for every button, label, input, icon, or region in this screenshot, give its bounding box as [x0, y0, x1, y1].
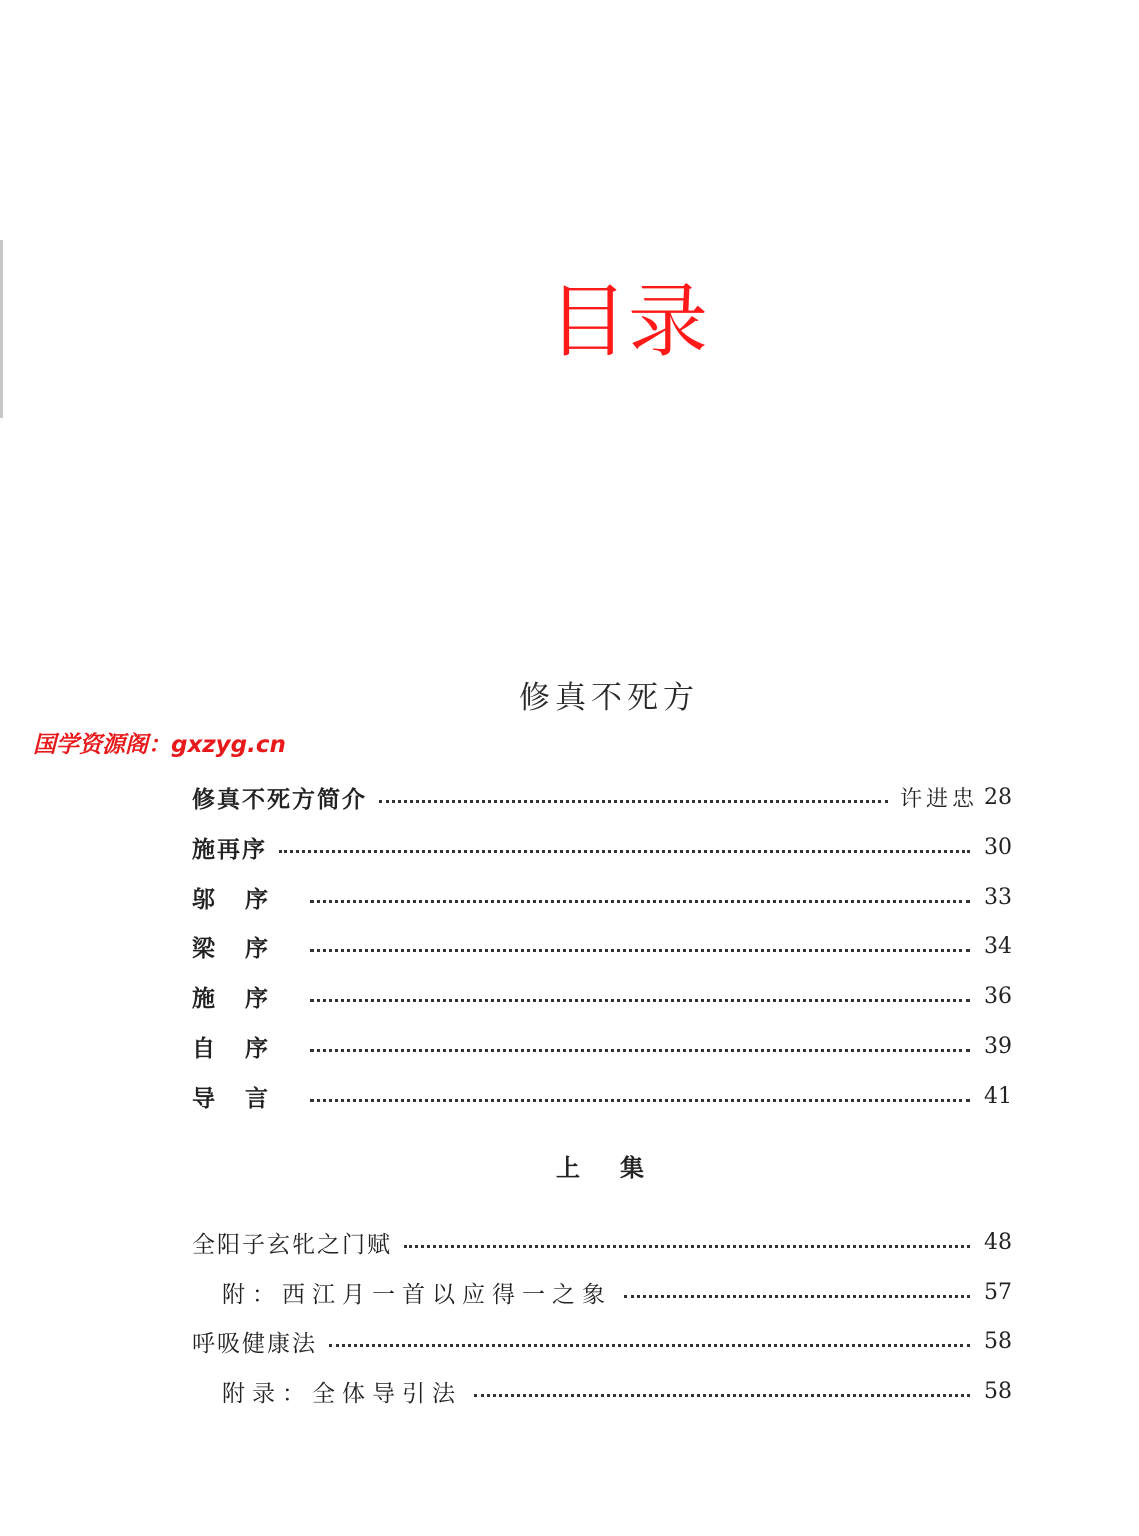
dot-leader [310, 949, 970, 952]
toc-entry-title: 呼吸健康法 [192, 1330, 317, 1357]
dot-leader [310, 999, 970, 1002]
toc-entry-title: 全阳子玄牝之门赋 [192, 1231, 392, 1258]
dot-leader [624, 1295, 970, 1298]
toc-entry-page: 57 [984, 1279, 1012, 1305]
dot-leader [310, 900, 970, 903]
toc-entry[interactable] [222, 1371, 1012, 1411]
page-title: 目录 [548, 275, 708, 368]
dot-leader [379, 800, 888, 803]
toc-entry-page: 34 [984, 933, 1012, 959]
toc-entry[interactable] [192, 1222, 1012, 1262]
toc-entry-page: 30 [984, 834, 1012, 860]
toc-entry[interactable] [192, 877, 1012, 917]
toc-entry-title: 邬序 [192, 886, 298, 913]
toc-entry-title: 自序 [192, 1035, 298, 1062]
toc-entry-title: 梁序 [192, 935, 298, 962]
dot-leader [310, 1099, 970, 1102]
toc-entry-page: 58 [984, 1328, 1012, 1354]
toc-entry[interactable] [192, 777, 1012, 817]
toc-entry-page: 48 [984, 1229, 1012, 1255]
toc-entry-page: 36 [984, 983, 1012, 1009]
watermark-text: 国学资源阁：gxzyg.cn [33, 732, 286, 758]
dot-leader [329, 1344, 970, 1347]
toc-entry-author: 许进忠 [899, 786, 978, 812]
dot-leader [474, 1394, 970, 1397]
toc-entry-title: 修真不死方简介 [192, 786, 367, 813]
toc-entry[interactable] [192, 926, 1012, 966]
toc-entry-page: 39 [984, 1033, 1012, 1059]
dot-leader [404, 1245, 970, 1248]
toc-entry[interactable] [192, 1076, 1012, 1116]
toc-entry[interactable] [192, 827, 1012, 867]
toc-entry-title: 施序 [192, 985, 298, 1012]
toc-entry-page: 28 [984, 784, 1012, 810]
toc-entry-title: 附：西江月一首以应得一之象 [222, 1281, 612, 1308]
book-title: 修真不死方 [519, 680, 699, 716]
toc-entry-page: 41 [984, 1083, 1012, 1109]
section-title: 上集 [556, 1154, 684, 1182]
toc-entry[interactable] [222, 1272, 1012, 1312]
toc-entry-page: 33 [984, 884, 1012, 910]
toc-entry-title: 导言 [192, 1085, 298, 1112]
dot-leader [279, 850, 970, 853]
dot-leader [310, 1049, 970, 1052]
page-edge-line [0, 240, 3, 418]
toc-entry-page: 58 [984, 1378, 1012, 1404]
toc-entry[interactable] [192, 1026, 1012, 1066]
toc-entry[interactable] [192, 1321, 1012, 1361]
toc-entry-title: 附录：全体导引法 [222, 1380, 462, 1407]
toc-entry-title: 施再序 [192, 836, 267, 863]
toc-entry[interactable] [192, 976, 1012, 1016]
